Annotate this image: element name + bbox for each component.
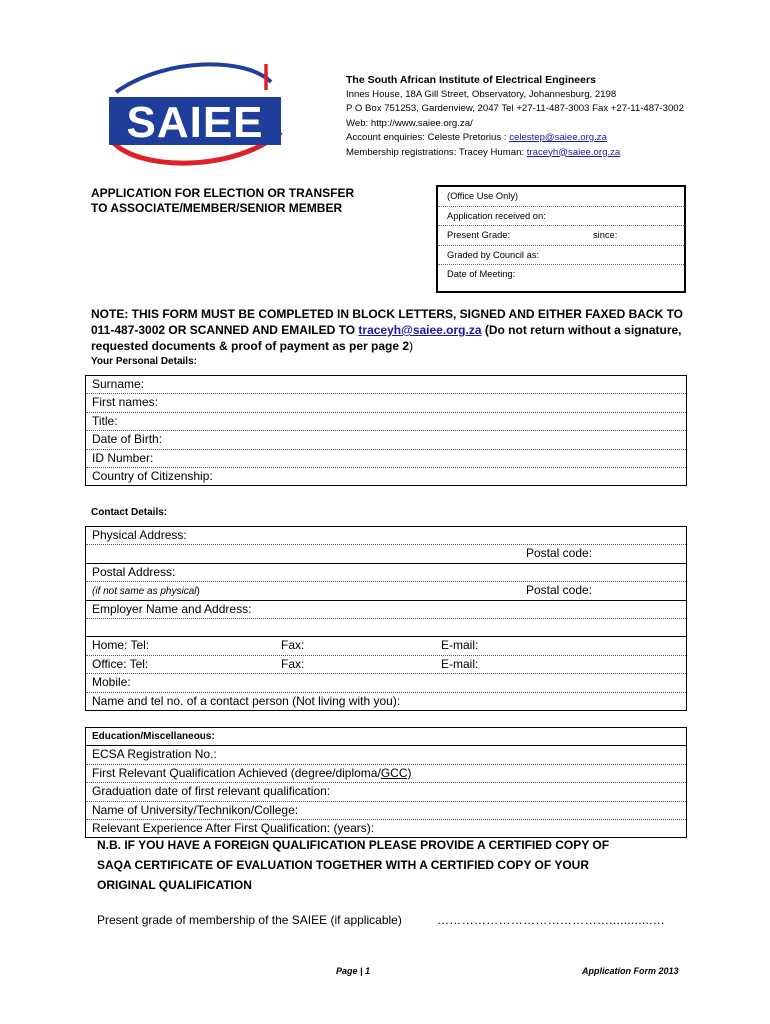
office-grade-field: Present Grade: since: xyxy=(438,226,684,246)
employer-field[interactable]: Employer Name and Address: xyxy=(86,601,686,619)
experience-field[interactable]: Relevant Experience After First Qualification: (years): xyxy=(92,820,375,835)
contact-person-field[interactable]: Name and tel no. of a contact person (Not living with you): xyxy=(92,693,401,708)
accounts-label: Account enquiries: Celeste Pretorius : xyxy=(346,132,510,143)
note-paragraph: NOTE: THIS FORM MUST BE COMPLETED IN BLOCK LETTERS, SIGNED AND EITHER FAXED BACK TO 011-487-3002 OR SCANNED AND EMAILED TO traceyh@saiee.org.za (Do not return without a signature, requested documents & proof of payment as per page 2) xyxy=(91,307,684,353)
office-email-label: E-mail: xyxy=(441,656,479,671)
home-tel-row[interactable]: Home: Tel: Fax: E-mail: xyxy=(86,637,686,655)
membership-email-link[interactable]: traceyh@saiee.org.za xyxy=(526,146,621,158)
office-meeting-field: Date of Meeting: xyxy=(447,269,516,279)
mobile-field[interactable]: Mobile: xyxy=(86,674,686,692)
employer-field-blank[interactable] xyxy=(86,619,686,637)
office-tel-row[interactable]: Office: Tel: Fax: E-mail: xyxy=(86,656,686,674)
org-web: Web: http://www.saiee.org.za/ xyxy=(346,117,473,129)
title-line-1: APPLICATION FOR ELECTION OR TRANSFER xyxy=(91,186,355,200)
physical-postal-code-row[interactable] xyxy=(86,545,686,563)
postal-code-row[interactable]: (if not same as physical) Postal code: xyxy=(86,582,686,600)
form-version: Application Form 2013 xyxy=(582,966,679,976)
accounts-email-link[interactable]: celestep@saiee.org.za xyxy=(509,132,607,143)
graduation-date-field[interactable]: Graduation date of first relevant qualification: xyxy=(86,783,686,801)
note-email-link[interactable]: traceyh@saiee.org.za xyxy=(358,323,482,337)
citizenship-field[interactable]: Country of Citizenship: xyxy=(92,468,213,483)
education-heading: Education/Miscellaneous: xyxy=(86,728,686,746)
postal-address-field[interactable]: Postal Address: xyxy=(86,564,686,582)
personal-details-table xyxy=(85,375,687,486)
saiee-logo xyxy=(96,62,306,172)
org-address: Innes House, 18A Gill Street, Observatory, Johannesburg, 2198 xyxy=(346,88,617,100)
office-use-box xyxy=(436,185,686,293)
office-header: (Office Use Only) xyxy=(438,187,684,207)
physical-address-field[interactable]: Physical Address: xyxy=(86,527,686,545)
home-fax-label: Fax: xyxy=(281,638,305,653)
office-fax-label: Fax: xyxy=(281,656,305,671)
page-number: Page | 1 xyxy=(336,966,371,976)
education-table xyxy=(85,727,687,838)
title-line-2: TO ASSOCIATE/MEMBER/SENIOR MEMBER xyxy=(91,201,343,215)
postal-code-label: Postal code: xyxy=(526,583,593,598)
qualification-field[interactable]: First Relevant Qualification Achieved (degree/diploma/GCC) xyxy=(86,765,686,783)
surname-field[interactable]: Surname: xyxy=(86,376,686,394)
id-number-field[interactable]: ID Number: xyxy=(86,450,686,468)
contact-heading: Contact Details: xyxy=(91,507,168,518)
first-names-field[interactable]: First names: xyxy=(86,394,686,412)
office-graded-field: Graded by Council as: xyxy=(438,246,684,266)
present-grade-field[interactable]: ……………………………………............… xyxy=(437,913,666,927)
ecsa-field[interactable]: ECSA Registration No.: xyxy=(86,746,686,764)
office-since-label: since: xyxy=(593,230,618,240)
org-info xyxy=(346,73,684,160)
present-grade-label: Present grade of membership of the SAIEE (if applicable) xyxy=(97,913,402,927)
org-name: The South African Institute of Electrical Engineers xyxy=(346,74,596,86)
title-field[interactable]: Title: xyxy=(86,413,686,431)
contact-details-table xyxy=(85,526,687,711)
home-email-label: E-mail: xyxy=(441,638,479,653)
application-title xyxy=(91,186,354,216)
university-field[interactable]: Name of University/Technikon/College: xyxy=(86,802,686,820)
not-same-note: (if not same as physical xyxy=(92,586,197,598)
dob-field[interactable]: Date of Birth: xyxy=(86,431,686,449)
org-po-box: P O Box 751253, Gardenview, 2047 Tel +27-11-487-3003 Fax +27-11-487-3002 xyxy=(346,103,684,114)
personal-heading: Your Personal Details: xyxy=(91,356,197,367)
foreign-qualification-note: N.B. IF YOU HAVE A FOREIGN QUALIFICATION PLEASE PROVIDE A CERTIFIED COPY OF SAQA CERTIFICATE OF EVALUATION TOGETHER WITH A CERTIFIED COPY OF YOUR ORIGINAL QUALIFICATION xyxy=(97,838,610,892)
membership-label: Membership registrations: Tracey Human: xyxy=(346,146,527,158)
office-received-field: Application received on: xyxy=(438,207,684,227)
svg-text:SAIEE: SAIEE xyxy=(126,98,264,147)
physical-postal-code-label: Postal code: xyxy=(526,546,593,561)
